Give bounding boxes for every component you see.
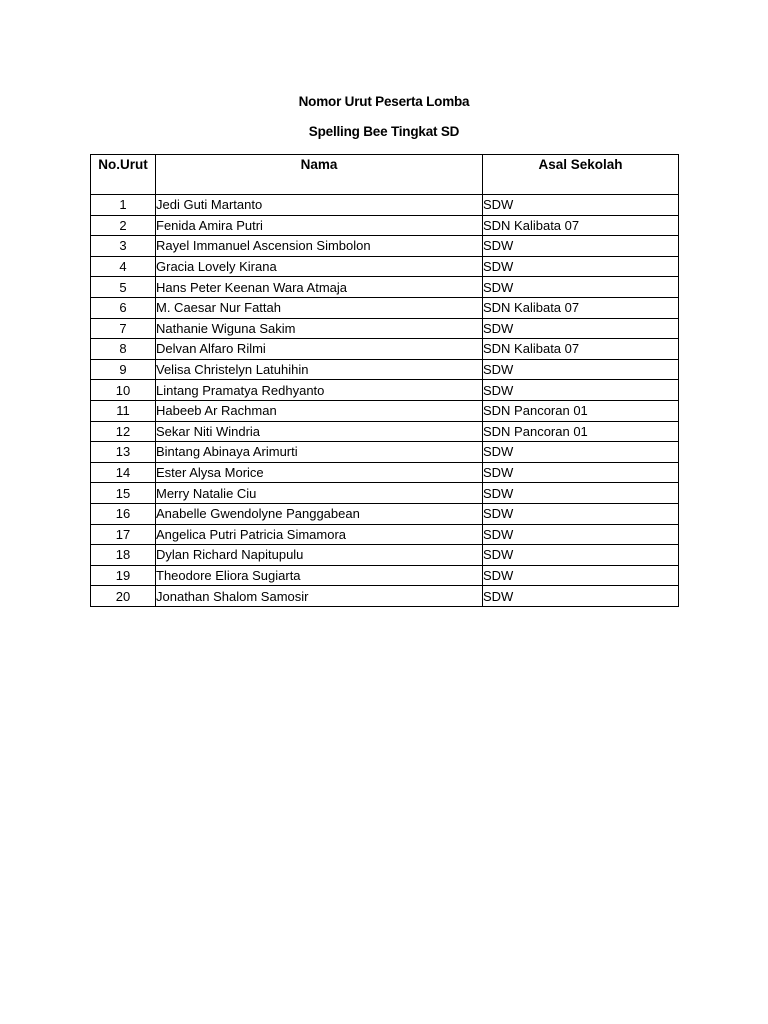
participant-name-cell: Angelica Putri Patricia Simamora bbox=[156, 524, 483, 545]
school-name-cell: SDN Kalibata 07 bbox=[483, 339, 679, 360]
table-row bbox=[91, 400, 679, 421]
table-row bbox=[91, 297, 679, 318]
header-no-urut: No.Urut bbox=[91, 155, 156, 195]
row-number-cell: 1 bbox=[91, 195, 156, 216]
participant-name-cell: Sekar Niti Windria bbox=[156, 421, 483, 442]
document-subtitle: Spelling Bee Tingkat SD bbox=[308, 124, 460, 139]
school-name-cell: SDN Kalibata 07 bbox=[483, 297, 679, 318]
table-header-row bbox=[91, 155, 679, 195]
participant-name-cell: Jedi Guti Martanto bbox=[156, 195, 483, 216]
table-row bbox=[91, 195, 679, 216]
school-name-cell: SDN Pancoran 01 bbox=[483, 421, 679, 442]
participant-name-cell: Merry Natalie Ciu bbox=[156, 483, 483, 504]
row-number-cell: 13 bbox=[91, 442, 156, 463]
participant-name-cell: Theodore Eliora Sugiarta bbox=[156, 565, 483, 586]
participant-name-cell: Ester Alysa Morice bbox=[156, 462, 483, 483]
participant-name-cell: M. Caesar Nur Fattah bbox=[156, 297, 483, 318]
school-name-cell: SDW bbox=[483, 586, 679, 607]
row-number-cell: 8 bbox=[91, 339, 156, 360]
table-row bbox=[91, 318, 679, 339]
table-row bbox=[91, 503, 679, 524]
school-name-cell: SDN Kalibata 07 bbox=[483, 215, 679, 236]
school-name-cell: SDW bbox=[483, 236, 679, 257]
school-name-cell: SDW bbox=[483, 442, 679, 463]
row-number-cell: 9 bbox=[91, 359, 156, 380]
row-number-cell: 11 bbox=[91, 400, 156, 421]
school-name-cell: SDW bbox=[483, 380, 679, 401]
table-row bbox=[91, 256, 679, 277]
row-number-cell: 3 bbox=[91, 236, 156, 257]
school-name-cell: SDW bbox=[483, 277, 679, 298]
participant-name-cell: Lintang Pramatya Redhyanto bbox=[156, 380, 483, 401]
table-row bbox=[91, 565, 679, 586]
table-row bbox=[91, 545, 679, 566]
row-number-cell: 12 bbox=[91, 421, 156, 442]
participant-name-cell: Gracia Lovely Kirana bbox=[156, 256, 483, 277]
participant-name-cell: Delvan Alfaro Rilmi bbox=[156, 339, 483, 360]
table-row bbox=[91, 421, 679, 442]
table-body bbox=[91, 195, 679, 607]
school-name-cell: SDW bbox=[483, 462, 679, 483]
table-row bbox=[91, 442, 679, 463]
school-name-cell: SDW bbox=[483, 195, 679, 216]
table-row bbox=[91, 215, 679, 236]
row-number-cell: 5 bbox=[91, 277, 156, 298]
row-number-cell: 7 bbox=[91, 318, 156, 339]
table-row bbox=[91, 339, 679, 360]
school-name-cell: SDW bbox=[483, 318, 679, 339]
school-name-cell: SDN Pancoran 01 bbox=[483, 400, 679, 421]
participant-name-cell: Hans Peter Keenan Wara Atmaja bbox=[156, 277, 483, 298]
school-name-cell: SDW bbox=[483, 359, 679, 380]
participant-name-cell: Dylan Richard Napitupulu bbox=[156, 545, 483, 566]
participant-name-cell: Nathanie Wiguna Sakim bbox=[156, 318, 483, 339]
table-row bbox=[91, 483, 679, 504]
participant-name-cell: Velisa Christelyn Latuhihin bbox=[156, 359, 483, 380]
participant-name-cell: Anabelle Gwendolyne Panggabean bbox=[156, 503, 483, 524]
row-number-cell: 15 bbox=[91, 483, 156, 504]
table-row bbox=[91, 524, 679, 545]
participant-name-cell: Rayel Immanuel Ascension Simbolon bbox=[156, 236, 483, 257]
row-number-cell: 2 bbox=[91, 215, 156, 236]
table-row bbox=[91, 277, 679, 298]
table-row bbox=[91, 380, 679, 401]
participant-name-cell: Fenida Amira Putri bbox=[156, 215, 483, 236]
participant-name-cell: Jonathan Shalom Samosir bbox=[156, 586, 483, 607]
table-row bbox=[91, 236, 679, 257]
row-number-cell: 19 bbox=[91, 565, 156, 586]
header-nama: Nama bbox=[156, 155, 483, 195]
row-number-cell: 17 bbox=[91, 524, 156, 545]
row-number-cell: 10 bbox=[91, 380, 156, 401]
row-number-cell: 16 bbox=[91, 503, 156, 524]
table-row bbox=[91, 462, 679, 483]
row-number-cell: 14 bbox=[91, 462, 156, 483]
document-title: Nomor Urut Peserta Lomba bbox=[298, 94, 470, 109]
school-name-cell: SDW bbox=[483, 503, 679, 524]
participant-name-cell: Habeeb Ar Rachman bbox=[156, 400, 483, 421]
school-name-cell: SDW bbox=[483, 545, 679, 566]
row-number-cell: 4 bbox=[91, 256, 156, 277]
table-row bbox=[91, 359, 679, 380]
header-asal-sekolah: Asal Sekolah bbox=[483, 155, 679, 195]
school-name-cell: SDW bbox=[483, 565, 679, 586]
row-number-cell: 6 bbox=[91, 297, 156, 318]
school-name-cell: SDW bbox=[483, 256, 679, 277]
school-name-cell: SDW bbox=[483, 483, 679, 504]
row-number-cell: 18 bbox=[91, 545, 156, 566]
participant-name-cell: Bintang Abinaya Arimurti bbox=[156, 442, 483, 463]
school-name-cell: SDW bbox=[483, 524, 679, 545]
row-number-cell: 20 bbox=[91, 586, 156, 607]
participant-table bbox=[90, 154, 679, 607]
table-row bbox=[91, 586, 679, 607]
